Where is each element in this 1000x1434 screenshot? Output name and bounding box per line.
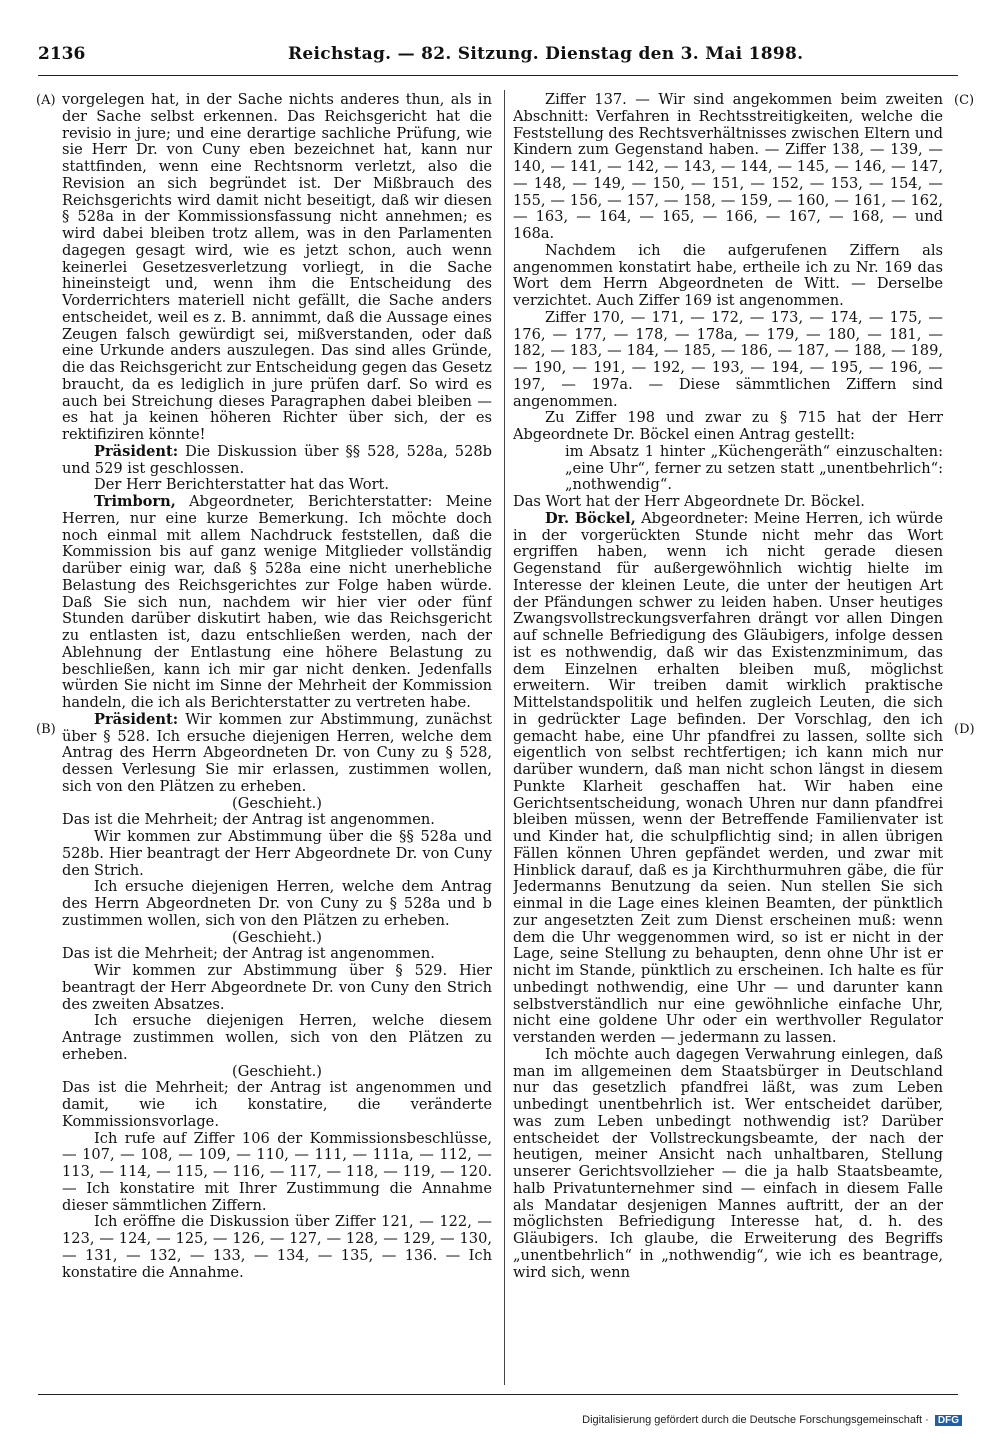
page-title: Reichstag. — 82. Sitzung. Dienstag den 3. Mai 1898. — [288, 44, 804, 64]
paragraph: Das ist die Mehrheit; der Antrag ist angenommen und damit, wie ich konstatire, die veränderte Kommissionsvorlage. — [62, 1079, 492, 1130]
speech-text: Abgeordneter, Berichterstatter: Meine Herren, nur eine kurze Bemerkung. Ich möchte doch noch einmal mit allem Nachdruck feststellen, daß die Kommission bis auf ganz wenige Mitglieder vollständig darüber einig war, daß § 528a eine nicht unerhebliche Belastung des Reichsgerichtes zur Folge haben würde. Daß Sie sich nun, nachdem wir hier vier oder fünf Stunden darüber diskutirt haben, wie das Reichsgericht zu entlasten ist, dazu entschließen werden, nach der Ablehnung der Entlastung eine höhere Belastung zu beschließen, kann ich mir gar nicht denken. Jedenfalls würden Sie nicht im Sinne der Mehrheit der Kommission handeln, die ich als Berichterstatter zu vertreten habe. — [62, 493, 492, 711]
paragraph: Ich möchte auch dagegen Verwahrung einlegen, daß man im allgemeinen dem Staatsbürger in Deutschland nur das gesetzlich pfandfrei läßt, was zum Leben unbedingt unentbehrlich ist. Wer entscheidet darüber, was zum Leben unbedingt nothwendig ist? Darüber entscheidet der Vollstreckungsbeamte, der nach der heutigen, meiner Ansicht nach unhaltbaren, Stellung unserer Gerichtsvollzieher — die ja halb Staatsbeamte, halb Privatunternehmer sind — einfach in diesem Falle als Mandatar desjenigen Mannes auftritt, der an der möglichsten Befriedigung Interesse hat, d. h. des Gläubigers. Ich glaube, die Erweiterung des Begriffs „unentbehrlich“ in „nothwendig“, wie ich es beantrage, wird sich, wenn — [513, 1045, 943, 1281]
margin-marker-b: (B) — [36, 722, 56, 737]
paragraph: Wir kommen zur Abstimmung über die §§ 528a und 528b. Hier beantragt der Herr Abgeordnete Dr. von Cuny den Strich. — [62, 828, 492, 879]
dfg-logo: DFG — [935, 1415, 962, 1426]
stage-direction: (Geschieht.) — [232, 1062, 322, 1080]
speech-text: Die Diskussion über §§ 528, 528a, 528b und 529 ist geschlossen. — [62, 442, 492, 477]
paragraph: Zu Ziffer 198 und zwar zu § 715 hat der Herr Abgeordnete Dr. Böckel einen Antrag gestellt: — [513, 409, 943, 443]
speaker-name: Präsident: — [94, 710, 179, 728]
credit-text: Digitalisierung gefördert durch die Deutsche Forschungsgemeinschaft · — [582, 1414, 929, 1426]
speaker-name: Trimborn, — [94, 493, 176, 510]
paragraph: Ziffer 137. — Wir sind angekommen beim zweiten Abschnitt: Verfahren in Rechtsstreitigkeiten, welche die Feststellung des Rechtsverhältnisses zwischen Eltern und Kindern zum Gegenstand haben. — Ziffer 138, — 139, — 140, — 141, — 142, — 143, — 144, — 145, — 146, — 147, — 148, — 149, — 150, — 151, — 152, — 153, — 154, — 155, — 156, — 157, — 158, — 159, — 160, — 161, — 162, — 163, — 164, — 165, — 166, — 167, — 168, — und 168a. — [513, 92, 943, 242]
paragraph — [62, 444, 492, 478]
speaker-name: Dr. Böckel, — [545, 509, 636, 527]
digitization-credit — [582, 1414, 962, 1426]
paragraph: Das Wort hat der Herr Abgeordnete Dr. Böckel. — [513, 493, 865, 510]
paragraph: Ich ersuche diejenigen Herren, welche diesem Antrage zustimmen wollen, sich von den Plätzen zu erheben. — [62, 1012, 492, 1063]
margin-marker-d: (D) — [954, 722, 975, 737]
speech-text: Abgeordneter: Meine Herren, ich würde in der vorgerückten Stunde nicht mehr das Wort ergriffen haben, wenn ich nicht gerade diesen Gegenstand für außergewöhnlich wichtig hielte im Interesse der kleinen Leute, die unter der heutigen Art der Pfändungen schwer zu leiden haben. Unser heutiges Zwangsvollstreckungsverfahren drängt vor allen Dingen auf schnelle Befriedigung des Gläubigers, infolge dessen ist es nothwendig, daß wir das Existenzminimum, das dem Einzelnen erhalten bleiben muß, möglichst erweitern. Wir treiben damit wirklich praktische Mittelstandspolitik und helfen zugleich Leuten, die sich in gedrückter Lage befinden. Der Vorschlag, den ich gemacht habe, eine Uhr pfandfrei zu lassen, sollte sich eigentlich von selbst rechtfertigen; ich kann mich nur darüber wundern, daß man nicht schon längst in diesem Punkte Klarheit geschaffen hat. Wir haben eine Gerichtsentscheidung, wonach Uhren nur dann pfandfrei bleiben müssen, wenn der Betreffende Familienvater ist und Kinder hat, die schulpflichtig sind; in allen übrigen Fällen können Uhren gepfändet werden, und zwar mit Hinblick darauf, daß es ja Kirchthurmuhren gäbe, die für Jedermanns Benutzung da seien. Nun stellen Sie sich einmal in die Lage eines kleinen Beamten, der pünktlich zur angesetzten Zeit zum Dienst erscheinen muß: wenn dem die Uhr weggenommen wird, so ist er nicht in der Lage, seine Stellung zu behaupten, denn ohne Uhr ist er nicht im Stande, pünktlich zu erscheinen. Ich halte es für unbedingt nothwendig, eine Uhr — und darunter kann selbstverständlich nur eine gewöhnliche einfache Uhr, nicht eine goldene Uhr oder ein werthvoller Regulator verstanden werden — jedermann zu lassen. — [513, 509, 943, 1046]
paragraph: Das ist die Mehrheit; der Antrag ist angenommen. — [62, 945, 435, 963]
speaker-name: Präsident: — [94, 442, 179, 460]
paragraph: Ich ersuche diejenigen Herren, welche dem Antrag des Herrn Abgeordneten Dr. von Cuny zu § 528a und b zustimmen wollen, sich von den Plätzen zu erheben. — [62, 878, 492, 929]
paragraph — [513, 511, 943, 1047]
paragraph: Das ist die Mehrheit; der Antrag ist angenommen. — [62, 811, 435, 829]
stage-direction: (Geschieht.) — [232, 928, 322, 946]
margin-marker-c: (C) — [954, 93, 975, 108]
margin-marker-a: (A) — [36, 93, 56, 108]
footer-rule — [38, 1394, 958, 1395]
paragraph: Wir kommen zur Abstimmung über § 529. Hier beantragt der Herr Abgeordnete Dr. von Cuny den Strich des zweiten Absatzes. — [62, 962, 492, 1013]
paragraph — [62, 712, 492, 796]
left-column — [62, 92, 492, 1392]
paragraph: Der Herr Berichterstatter hat das Wort. — [94, 476, 390, 494]
speech-text: Wir kommen zur Abstimmung, zunächst über § 528. Ich ersuche diejenigen Herren, welche dem Antrag des Herrn Abgeordneten Dr. von Cuny zu § 528, dessen Verlesung Sie mir erlassen, zustimmen wollen, sich von den Plätzen zu erheben. — [62, 710, 492, 795]
page-header — [38, 44, 958, 70]
motion-quote: im Absatz 1 hinter „Küchengeräth“ einzuschalten: „eine Uhr“, ferner zu setzen statt „unentbehrlich“: „nothwendig“. — [565, 442, 943, 494]
header-rule — [38, 75, 958, 76]
page-number: 2136 — [38, 44, 86, 64]
paragraph: Nachdem ich die aufgerufenen Ziffern als angenommen konstatirt habe, ertheile ich zu Nr. 169 das Wort dem Herrn Abgeordneten de Witt. — Derselbe verzichtet. Auch Ziffer 169 ist angenommen. — [513, 241, 943, 309]
stage-direction: (Geschieht.) — [232, 794, 322, 812]
paragraph: Ich eröffne die Diskussion über Ziffer 121, — 122, — 123, — 124, — 125, — 126, — 127, — 128, — 129, — 130, — 131, — 132, — 133, — 134, — 135, — 136. — Ich konstatire die Annahme. — [62, 1213, 492, 1281]
right-column — [513, 92, 943, 1392]
column-divider — [504, 90, 505, 1385]
paragraph: Ziffer 170, — 171, — 172, — 173, — 174, — 175, — 176, — 177, — 178, — 178a, — 179, — 180, — 181, — 182, — 183, — 184, — 185, — 186, — 187, — 188, — 189, — 190, — 191, — 192, — 193, — 194, — 195, — 196, — 197, — 197a. — Diese sämmtlichen Ziffern sind angenommen. — [513, 308, 943, 410]
paragraph — [62, 494, 492, 712]
paragraph: vorgelegen hat, in der Sache nichts anderes thun, als in der Sache selbst erkennen. Das Reichsgericht hat die revisio in jure; und eine derartige sachliche Prüfung, wie sie Herr Dr. von Cuny eben bezeichnet hat, kann nur stattfinden, wenn eine Rechtsnorm verletzt, also die Revision an sich begründet ist. Der Mißbrauch des Reichsgerichts wird damit nicht beseitigt, daß wir diesen § 528a in der Kommissionsfassung nicht annehmen; es wird dabei bleiben trotz allem, was in den Parlamenten dagegen gesagt wird, wie es jetzt schon, auch wenn keinerlei Gesetzesverletzung vorliegt, in die Sache hineinsteigt und, wenn ihm die Entscheidung des Vorderrichters materiell nicht gefällt, die Sache anders entscheidet, weil es z. B. annimmt, daß die Aussage eines Zeugen falsch gewürdigt sei, mißverstanden, oder daß eine Urkunde anders auszulegen. Das sind alles Gründe, die das Reichsgericht zur Entscheidung gegen das Gesetz braucht, da es lediglich in jure prüfen darf. So wird es auch bei Streichung dieses Paragraphen dabei bleiben — es hat ja keinen höheren Richter über sich, der es rektifiziren könnte! — [62, 92, 492, 443]
paragraph: Ich rufe auf Ziffer 106 der Kommissionsbeschlüsse, — 107, — 108, — 109, — 110, — 111, — 111a, — 112, — 113, — 114, — 115, — 116, — 117, — 118, — 119, — 120. — Ich konstatire mit Ihrer Zustimmung die Annahme dieser sämmtlichen Ziffern. — [62, 1129, 492, 1214]
